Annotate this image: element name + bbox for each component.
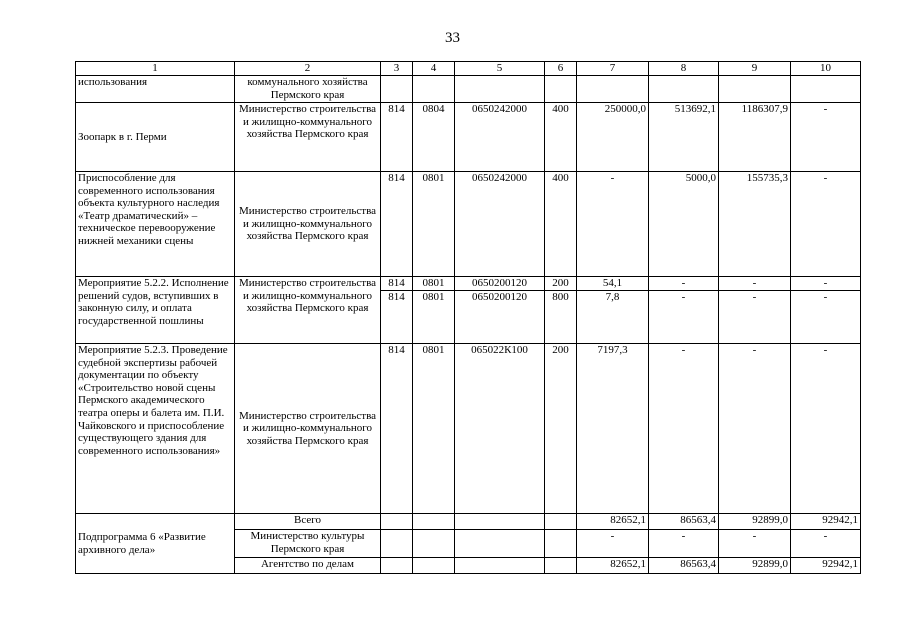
cell-c8: -	[649, 344, 719, 514]
subrow-value: -	[823, 290, 828, 303]
cell-c6	[545, 514, 577, 530]
cell-c4: 0801	[413, 344, 455, 514]
cell-c9: -	[719, 344, 791, 514]
cell-c8: 86563,4	[649, 558, 719, 574]
cell-c5: 065022К100	[455, 344, 545, 514]
header-row	[76, 62, 861, 76]
cell-c7	[577, 76, 649, 103]
header-cell: 4	[413, 62, 455, 76]
header-cell: 10	[791, 62, 861, 76]
cell-c8: -	[649, 530, 719, 558]
subrow-value: -	[649, 277, 718, 291]
cell-c10	[791, 277, 861, 344]
cell-c4	[413, 277, 455, 344]
row-org: Министерство строительства и жилищно-коммунального хозяйства Пермского края	[235, 172, 381, 277]
cell-c9	[719, 76, 791, 103]
cell-c4: 0804	[413, 103, 455, 172]
cell-c8	[649, 277, 719, 344]
cell-c10	[791, 76, 861, 103]
row-org: Министерство строительства и жилищно-коммунального хозяйства Пермского края	[235, 103, 381, 172]
subrow-value: 800	[552, 290, 569, 303]
cell-c5	[455, 530, 545, 558]
cell-c5	[455, 277, 545, 344]
cell-c5	[455, 514, 545, 530]
header-cell: 1	[76, 62, 235, 76]
cell-c9: 92899,0	[719, 514, 791, 530]
cell-c3	[381, 76, 413, 103]
cell-c7: -	[577, 172, 649, 277]
cell-c9: 1186307,9	[719, 103, 791, 172]
subrow-value: 54,1	[577, 277, 648, 291]
cell-c9: -	[719, 530, 791, 558]
cell-c7: 82652,1	[577, 558, 649, 574]
row-name: Мероприятие 5.2.2. Исполнение решений судов, вступивших в законную силу, и оплата государственной пошлины	[76, 277, 235, 344]
subrow-value: 0650200120	[455, 277, 544, 291]
cell-c4	[413, 558, 455, 574]
cell-c6: 400	[545, 103, 577, 172]
cell-c5	[455, 76, 545, 103]
cell-c6	[545, 530, 577, 558]
budget-table	[75, 61, 861, 574]
row-org: Агентство по делам	[235, 558, 381, 574]
cell-c7: 250000,0	[577, 103, 649, 172]
cell-c8: 86563,4	[649, 514, 719, 530]
row-name: использования	[76, 76, 235, 103]
cell-c6: 200	[545, 344, 577, 514]
cell-c4	[413, 514, 455, 530]
cell-c3	[381, 277, 413, 344]
table-row	[76, 172, 861, 277]
subrow-value: -	[791, 277, 860, 291]
subrow-value: 0801	[422, 290, 445, 303]
cell-c10: -	[791, 530, 861, 558]
cell-c5	[455, 558, 545, 574]
page-number: 33	[445, 30, 460, 46]
header-cell: 7	[577, 62, 649, 76]
cell-c4	[413, 530, 455, 558]
row-name: Приспособление для современного использования объекта культурного наследия «Театр драматический» – техническое перевооружение нижней механики сцены	[76, 172, 235, 277]
cell-c9: 155735,3	[719, 172, 791, 277]
table-row	[76, 103, 861, 172]
cell-c3	[381, 530, 413, 558]
cell-c4: 0801	[413, 172, 455, 277]
table-row	[76, 344, 861, 514]
row-name: Мероприятие 5.2.3. Проведение судебной экспертизы рабочей документации по объекту «Строительство новой сцены Пермского академического театра оперы и балета им. П.И. Чайковского и приспособление существующего здания для современного использования»	[76, 344, 235, 514]
cell-c10: -	[791, 344, 861, 514]
cell-c6	[545, 558, 577, 574]
cell-c7: 82652,1	[577, 514, 649, 530]
subprogram-name: Подпрограмма 6 «Развитие архивного дела»	[76, 514, 235, 574]
cell-c9: 92899,0	[719, 558, 791, 574]
subrow-value: -	[719, 277, 790, 291]
cell-c8	[649, 76, 719, 103]
cell-c9	[719, 277, 791, 344]
cell-c3: 814	[381, 172, 413, 277]
header-cell: 2	[235, 62, 381, 76]
cell-c10: 92942,1	[791, 514, 861, 530]
row-org: Министерство строительства и жилищно-коммунального хозяйства Пермского края	[235, 344, 381, 514]
cell-c7: -	[577, 530, 649, 558]
row-org: Министерство культуры Пермского края	[235, 530, 381, 558]
cell-c10: -	[791, 103, 861, 172]
header-cell: 6	[545, 62, 577, 76]
subrow-value: 7,8	[605, 290, 620, 303]
subprogram-row	[76, 514, 861, 530]
subrow-value: -	[752, 290, 757, 303]
subrow-value: 814	[381, 277, 412, 291]
cell-c3	[381, 558, 413, 574]
header-cell: 5	[455, 62, 545, 76]
cell-c7: 7197,3	[577, 344, 649, 514]
cell-c7	[577, 277, 649, 344]
cell-c3: 814	[381, 344, 413, 514]
cell-c3: 814	[381, 103, 413, 172]
subrow-value: 814	[388, 290, 405, 303]
cell-c3	[381, 514, 413, 530]
subrow-value: 200	[545, 277, 576, 291]
cell-c6: 400	[545, 172, 577, 277]
cell-c5: 0650242000	[455, 172, 545, 277]
row-name: Зоопарк в г. Перми	[76, 103, 235, 172]
cell-c4	[413, 76, 455, 103]
cell-c6	[545, 76, 577, 103]
table-row	[76, 76, 861, 103]
cell-c8: 513692,1	[649, 103, 719, 172]
subrow-value: -	[681, 290, 686, 303]
header-cell: 9	[719, 62, 791, 76]
subrow-value: 0650200120	[472, 290, 527, 303]
row-org: Всего	[235, 514, 381, 530]
subrow-value: 0801	[413, 277, 454, 291]
header-cell: 8	[649, 62, 719, 76]
header-cell: 3	[381, 62, 413, 76]
cell-c10: 92942,1	[791, 558, 861, 574]
row-org: коммунального хозяйства Пермского края	[235, 76, 381, 103]
cell-c6	[545, 277, 577, 344]
cell-c5: 0650242000	[455, 103, 545, 172]
cell-c8: 5000,0	[649, 172, 719, 277]
row-org: Министерство строительства и жилищно-коммунального хозяйства Пермского края	[235, 277, 381, 344]
table-row	[76, 277, 861, 344]
cell-c10: -	[791, 172, 861, 277]
